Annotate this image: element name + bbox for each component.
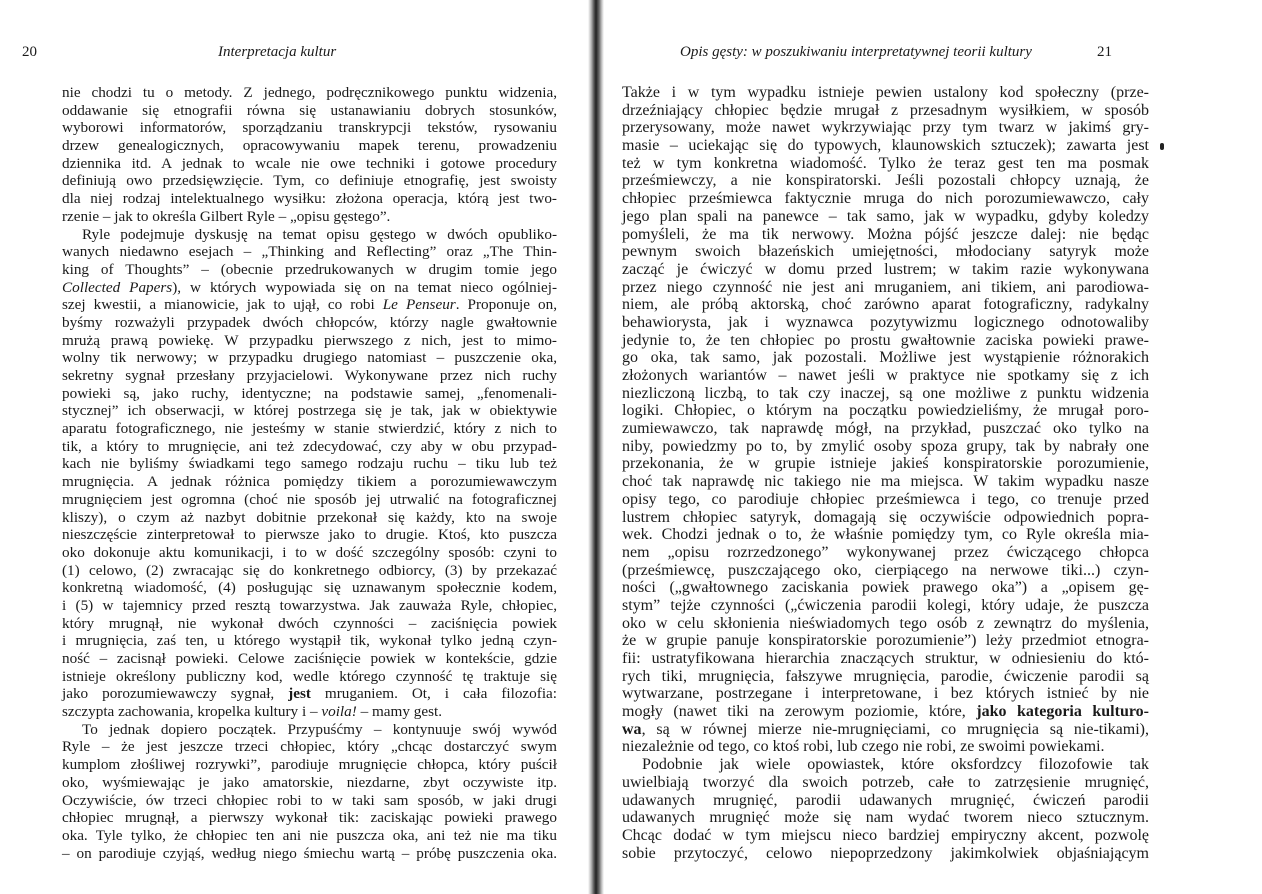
text-line: drzeźniający chłopiec będzie mrugał z przesadnym wysiłkiem, w sposób — [622, 101, 1149, 119]
text-line: prześmiewczy, a nie konspiratorski. Jeśli pozostali chłopcy uznają, że — [622, 172, 1149, 190]
scan-speck — [1160, 143, 1164, 150]
right-page — [602, 0, 1262, 894]
italic-text: Le Penseur — [382, 296, 456, 314]
italic-text: voila! — [321, 703, 357, 721]
text-line: king of Thoughts” – (obecnie przedrukowanych w drugim tomie jego — [62, 260, 557, 278]
text-run: – mamy gest. — [356, 703, 443, 721]
text-line: lustrem chłopiec satyryk, domagają się oczywiście odpowiednich popra- — [622, 508, 1149, 526]
text-line: ności („gwałtownego zaciskania powiek prawego oka”) a „opisem gę- — [622, 579, 1149, 597]
text-line: fii: ustratyfikowana hierarchia znaczących struktur, w odniesieniu do któ- — [622, 650, 1149, 667]
text-line: tik, a który to mrugnięcie, ani też zdecydować, czy aby w obu przypad- — [62, 437, 557, 455]
text-line: i (5) w tajemnicy przed resztą towarzystwa. Jak zauważa Ryle, chłopiec, — [62, 596, 557, 614]
text-line: niezliczoną liczbą, to tak czy inaczej, są one możliwe z punktu widzenia — [622, 384, 1149, 402]
text-line: Ryle – że jest jeszcze trzeci chłopiec, który „chcąc dostarczyć swym — [62, 738, 557, 756]
text-line: Podobnie jak wiele opowiastek, które oksfordzcy filozofowie tak — [642, 756, 1149, 774]
text-run: , są w równej mierze nie-mrugnięciami, co mrugnięcia są nie-tikami), — [641, 720, 1149, 738]
text-line: stycznej” ich obserwacji, w której postrzega się je tak, jak w obiektywie — [62, 402, 557, 420]
text-line: zumiewawczo, tak naprawdę mógł, na przykład, puszczać oko tylko na — [622, 420, 1149, 438]
text-line: wanych niedawno esejach – „Thinking and Reflecting” oraz „The Thin- — [62, 243, 557, 261]
text-run: szej kwestii, a mianowicie, jak to ujął, co robi — [62, 296, 383, 314]
left-page — [0, 0, 590, 894]
bold-text: jest — [288, 685, 311, 703]
text-line: rzenie – jak to określa Gilbert Ryle – „opisu gęstego”. — [62, 207, 391, 225]
text-line: dziennika itd. A jednak to wcale nie owe techniki i gotowe procedury — [62, 154, 557, 172]
text-line: wek. Chodzi jednak o to, że właśnie pomiędzy tym, co Ryle określa mia- — [622, 526, 1149, 544]
text-line: pewnym swoich błazeńskich umiejętności, młodociany satyryk może — [622, 243, 1149, 261]
text-line: przez niego czynność nie jest ani mruganiem, ani tikiem, ani parodiowa- — [622, 278, 1149, 296]
text-line: niezależnie od tego, co ktoś robi, lub czego nie robi, ze swoimi powiekami. — [622, 738, 1105, 756]
text-run: szczypta zachowania, kropelka kultury i – — [62, 703, 322, 721]
text-line: oddawanie się etnografii równa się ustanawianiu dobrych stosunków, — [62, 101, 557, 119]
text-line: oko dokonuje aktu komunikacji, i to w dość szczególny sposób: czyni to — [62, 543, 557, 561]
text-line: stym” tejże czynności („ćwiczenia parodii kolegi, który udaje, że puszcza — [622, 596, 1149, 614]
text-line: złożonych wariantów – nawet jeśli w praktyce nie spotkamy się z ich — [622, 367, 1149, 384]
text-line: wolny tik nerwowy; w przypadku drugiego natomiast – puszczenie oka, — [62, 349, 557, 367]
text-run: jako porozumiewawczy sygnał, — [62, 685, 289, 703]
text-line: (1) celowo, (2) zwracając się do konkretnego odbiorcy, (3) by przekazać — [62, 561, 557, 579]
text-line: oka. Tyle tylko, że chłopiec ten ani nie puszcza oka, ani też nie ma tiku — [62, 826, 557, 844]
text-line: (prześmiewcę, puszczającego oko, cierpiącego na nerwowe tiki...) czyn- — [622, 561, 1149, 579]
text-line: istnieje określony publiczny kod, wedle którego czynność tę traktuje się — [62, 667, 557, 685]
text-line: choć tak naprawdę nic takiego nie ma miejsca. W takim wypadku nasze — [622, 473, 1149, 491]
text-line: byśmy rozważyli przypadek dwóch chłopców, którzy nagle gwałtownie — [62, 313, 557, 331]
text-line: dla niej rodzaj intelektualnego wysiłku: złożona operacja, którą jest two- — [62, 190, 557, 208]
text-line: nieszczęście zinterpretował to pierwsze jako to drugie. Ktoś, kto puszcza — [62, 526, 557, 544]
page-number: 21 — [1097, 44, 1112, 60]
text-line: nem „opisu rozrzedzonego” wykonywanej przez ćwiczącego chłopca — [622, 543, 1149, 561]
text-line: wytwarzane, postrzegane i interpretowane, i bez których istnieć by nie — [622, 685, 1149, 703]
text-line: zacząć je ćwiczyć w domu przed lustrem; w takim razie wykonywana — [622, 260, 1149, 278]
text-run: . Proponuje on, — [455, 296, 558, 314]
text-line: jego plan spali na panewce – tak samo, jak w wypadku, gdyby koledzy — [622, 207, 1149, 225]
text-line: aparatu fotograficznego, nie jesteśmy w stanie stwierdzić, który z nich to — [62, 420, 557, 438]
text-line: Chcąc dodać w tym miejscu nieco bardziej empiryczny akcent, pozwolę — [622, 826, 1149, 844]
text-line: oko, wyśmiewając je jako amatorskie, niezdarne, zbyt oczywiste itp. — [62, 773, 557, 791]
text-line: chłopiec prześmiewca faktycznie mruga do nich porozumiewawczo, cały — [622, 190, 1149, 208]
running-head: Opis gęsty: w poszukiwaniu interpretatywnej teorii kultury — [680, 44, 1032, 60]
text-line: mrugnięciem jest ogromna (choć nie sposób jej utrwalić na fotograficznej — [62, 490, 557, 508]
italic-text: Collected Papers — [62, 278, 173, 296]
text-line: ność – zacisnął powieki. Celowe zaciśnięcie powiek w kontekście, gdzie — [62, 650, 557, 667]
text-line: udawanych mrugnięć może się nam wydać tworem nieco sztucznym. — [622, 809, 1149, 827]
page-number: 20 — [22, 44, 37, 60]
text-line: chłopiec mrugnął, a pierwszy wykonał tik: zaciskając powieki prawego — [62, 809, 557, 827]
text-line: kumplom złośliwej rozrywki”, parodiuje mrugnięcie chłopca, który puścił — [62, 756, 557, 774]
text-line: drzew genealogicznych, opracowywaniu mapek terenu, prowadzeniu — [62, 137, 557, 155]
running-head: Interpretacja kultur — [218, 44, 337, 60]
text-line: opisy tego, co parodiuje chłopiec prześmiewca i tego, co trenuje przed — [622, 490, 1149, 508]
text-line: jedynie to, że ten chłopiec po prostu gwałtownie zaciska powieki prawe- — [622, 331, 1149, 349]
text-line: niby, powiedzmy po to, by zmylić osoby spoza grupy, tak by nabrały one — [622, 437, 1149, 455]
text-line: mrużą prawą powiekę. W przypadku pierwszego z nich, jest to mimo- — [62, 331, 557, 349]
text-line: kach nie byliśmy świadkami tego samego rodzaju ruchu – tiku lub też — [62, 455, 557, 473]
body-text — [622, 84, 1149, 862]
text-line — [62, 296, 557, 314]
text-line — [62, 279, 557, 297]
text-line: wyborowi informatorów, sporządzaniu transkrypcji tekstów, rysowaniu — [62, 119, 557, 137]
text-line: – on parodiuje czyjąś, według niego śmiechu wartą – próbę puszczenia oka. — [62, 844, 557, 862]
text-run: mruganiem. Ot, i cała filozofia: — [310, 685, 558, 703]
text-line: niem, ale próbą aktorską, choć zarówno aparat fotograficzny, radykalny — [622, 296, 1149, 314]
text-line: że w grupie panuje konspiratorskie porozumienie”) leży przedmiot etnogra- — [622, 632, 1149, 650]
text-line: i mrugnięcia, zaś ten, u którego wystąpił tik, wykonał tylko jedną czyn- — [62, 632, 557, 650]
text-run: ), w których wypowiada się on na temat nieco ogólniej- — [172, 278, 557, 296]
text-line: kliszy), o czym aż nazbyt dobitnie przekonał się każdy, kto na swoje — [62, 508, 557, 526]
text-line: logiki. Chłopiec, o którym na początku powiedzieliśmy, że mrugał poro- — [622, 402, 1149, 420]
text-line — [62, 703, 557, 721]
text-line: sekretny sygnał przesłany przyjacielowi. Wykonywane przez nich ruchy — [62, 367, 557, 384]
text-line: Także i w tym wypadku istnieje pewien ustalony kod społeczny (prze- — [622, 84, 1149, 101]
bold-text: wa — [622, 720, 642, 738]
text-line: przerysowany, może nawet wykrzywiając przy tym twarz w jakimś gry- — [622, 119, 1149, 137]
text-line: uwielbiają tworzyć dla swoich potrzeb, całe to zatrzęsienie mrugnięć, — [622, 773, 1149, 791]
text-line: też w tym konkretna wiadomość. Tylko że teraz gest ten ma posmak — [622, 154, 1149, 172]
text-line: udawanych mrugnięć, parodii udawanych mrugnięć, ćwiczeń parodii — [622, 791, 1149, 809]
text-line: konkretną wiadomość, (4) posługując się uznawanym społecznie kodem, — [62, 579, 557, 597]
text-line: definiują owo przedsięwzięcie. Tym, co definiuje etnografię, jest swoisty — [62, 172, 557, 190]
text-line: To jednak dopiero początek. Przypuśćmy – kontynuuje swój wywód — [82, 720, 557, 738]
text-line: powieki są, jako ruchy, identyczne; na podstawie samej, „fenomenali- — [62, 384, 557, 402]
text-line: Ryle podejmuje dyskusję na temat opisu gęstego w dwóch opubliko- — [82, 225, 557, 243]
body-text — [62, 84, 557, 862]
text-line: behawiorysta, jak i wyznawca pozytywizmu logicznego odnotowaliby — [622, 313, 1149, 331]
text-line: oko w celu skłonienia nieświadomych tego osób z zewnątrz do myślenia, — [622, 614, 1149, 632]
bold-text: jako kategoria kulturo- — [976, 703, 1149, 721]
text-line: który mrugnął, nie wykonał dwóch czynności – zaciśnięcia powiek — [62, 614, 557, 632]
text-line: Oczywiście, ów trzeci chłopiec robi to w taki sam sposób, w jaki drugi — [62, 791, 557, 809]
text-line: nie chodzi tu o metody. Z jednego, podręcznikowego punktu widzenia, — [62, 84, 557, 101]
text-line — [622, 703, 1149, 721]
text-line: sobie przytoczyć, celowo niepoprzedzony jakimkolwiek objaśniającym — [622, 844, 1149, 862]
text-line: masie – uciekając się do typowych, klaunowskich sztuczek); zawarta jest — [622, 137, 1149, 155]
text-line: pomyśleli, że ma tik nerwowy. Można pójść jeszcze dalej: nie będąc — [622, 225, 1149, 243]
text-line: przekonania, że w grupie istnieje jakieś konspiratorskie porozumienie, — [622, 455, 1149, 473]
text-line — [622, 721, 1149, 739]
text-line: mrugnięcia. A jednak różnica pomiędzy tikiem a porozumiewawczym — [62, 473, 557, 491]
text-line — [62, 685, 557, 703]
text-run: mogły (nawet tiki na zerowym poziomie, które, — [622, 703, 977, 721]
text-line: rych tiki, mrugnięcia, fałszywe mrugnięcia, parodie, ćwiczenie parodii są — [622, 667, 1149, 685]
text-line: go oka, tak samo, jak pozostali. Możliwe jest wystąpienie różnorakich — [622, 349, 1149, 367]
